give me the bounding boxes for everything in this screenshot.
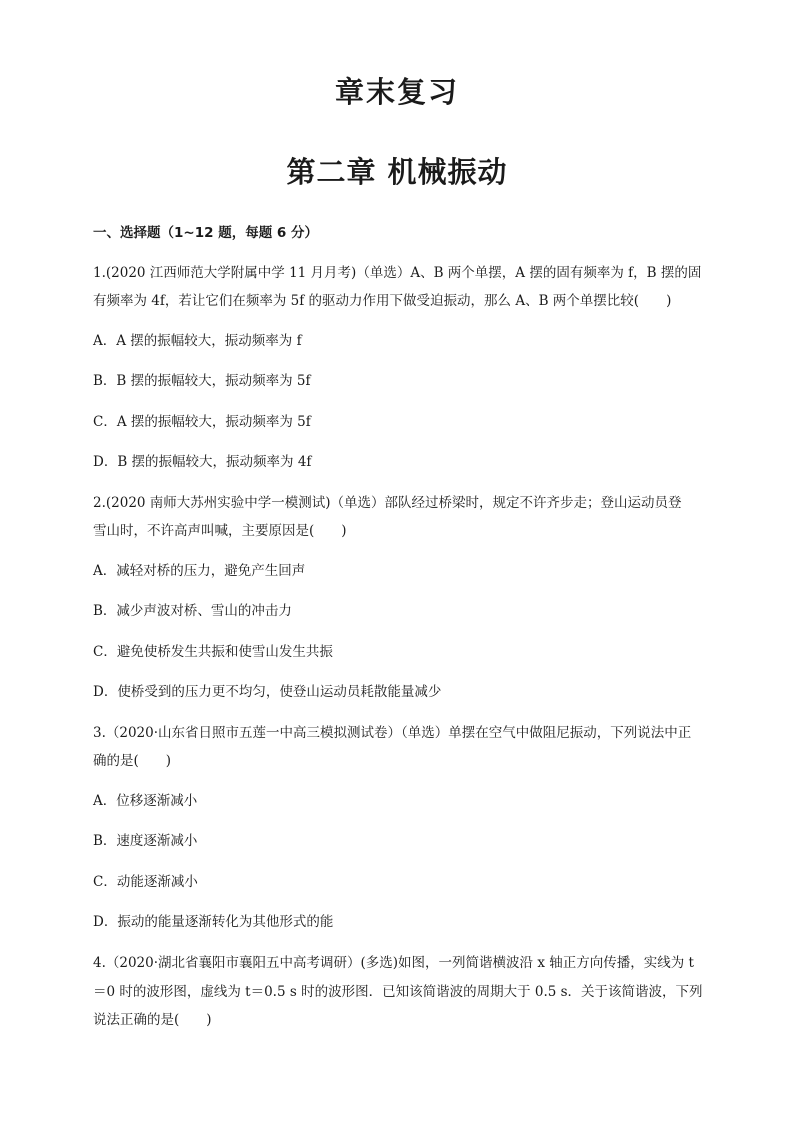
question-1-option-c: C．A 摆的振幅较大，振动频率为 5f xyxy=(93,414,311,430)
question-3-stem-line-1: 3.（2020·山东省日照市五莲一中高三模拟测试卷）（单选）单摆在空气中做阻尼振动，下列说法中正 xyxy=(93,725,692,741)
question-2-option-b: B．减少声波对桥、雪山的冲击力 xyxy=(93,603,292,619)
question-2-stem-line-2: 雪山时，不许高声叫喊，主要原因是( ) xyxy=(93,523,347,539)
question-4-stem-line-3: 说法正确的是( ) xyxy=(93,1012,212,1028)
question-3-option-d: D．振动的能量逐渐转化为其他形式的能 xyxy=(93,914,334,930)
question-4-stem-line-2: ＝0 时的波形图，虚线为 t＝0.5 s 时的波形图．已知该简谐波的周期大于 0.5 s．关于该简谐波，下列 xyxy=(93,984,703,1000)
question-3-option-c: C．动能逐渐减小 xyxy=(93,874,198,890)
question-3-option-a: A．位移逐渐减小 xyxy=(93,793,198,809)
question-1-option-b: B．B 摆的振幅较大，振动频率为 5f xyxy=(93,373,311,389)
question-2-option-d: D．使桥受到的压力更不均匀，使登山运动员耗散能量减少 xyxy=(93,684,442,700)
question-2-option-a: A．减轻对桥的压力，避免产生回声 xyxy=(93,563,306,579)
question-3-option-b: B．速度逐渐减小 xyxy=(93,833,198,849)
question-2-stem-line-1: 2.(2020 南师大苏州实验中学一模测试)（单选）部队经过桥梁时，规定不许齐步走；登山运动员登 xyxy=(93,495,682,511)
question-4-stem-line-1: 4.（2020·湖北省襄阳市襄阳五中高考调研）(多选)如图，一列简谐横波沿 x 轴正方向传播，实线为 t xyxy=(93,955,694,971)
question-1-option-d: D．B 摆的振幅较大，振动频率为 4f xyxy=(93,454,312,470)
question-2-option-c: C．避免使桥发生共振和使雪山发生共振 xyxy=(93,644,333,660)
question-1-stem-line-1: 1.(2020 江西师范大学附属中学 11 月月考)（单选）A、B 两个单摆，A 摆的固有频率为 f，B 摆的固 xyxy=(93,265,702,281)
question-1-stem-line-2: 有频率为 4f，若让它们在频率为 5f 的驱动力作用下做受迫振动，那么 A、B 两个单摆比较( ) xyxy=(93,293,672,309)
page-title: 章末复习 xyxy=(334,75,459,109)
section-heading: 一、选择题（1~12 题，每题 6 分） xyxy=(93,225,318,241)
question-1-option-a: A．A 摆的振幅较大，振动频率为 f xyxy=(93,333,302,349)
chapter-title: 第二章 机械振动 xyxy=(286,155,508,189)
question-3-stem-line-2: 确的是( ) xyxy=(93,753,172,769)
